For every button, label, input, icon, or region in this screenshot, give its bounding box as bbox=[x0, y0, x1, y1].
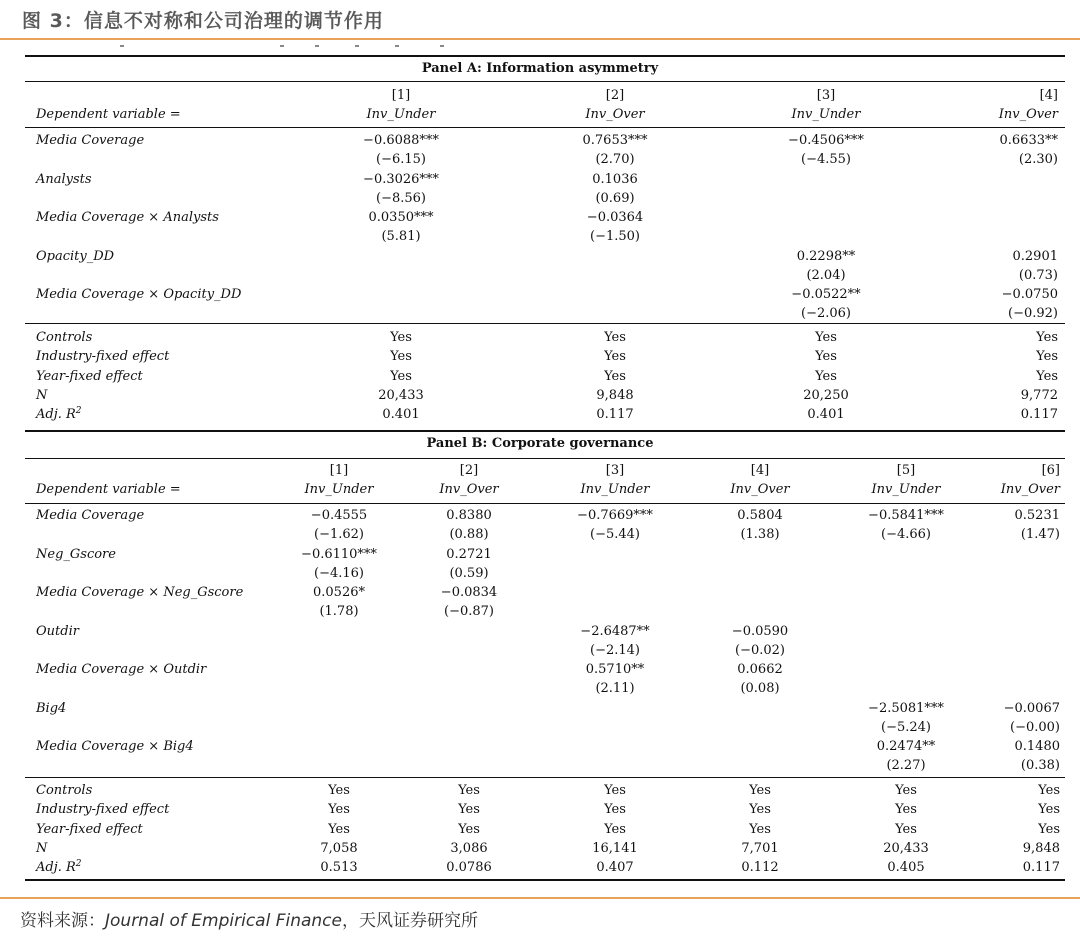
panel_a-stat-label-text: Year-fixed effect bbox=[36, 368, 143, 384]
panel_a-stat-value: Yes bbox=[815, 330, 837, 345]
panel_a-stat-value: 9,772 bbox=[1020, 387, 1058, 403]
panel_b-t-stat: (2.11) bbox=[595, 681, 635, 696]
panel_b-col-dependent: Inv_Under bbox=[871, 482, 941, 497]
panel_b-coefficient: −0.5841*** bbox=[868, 508, 944, 523]
panel_b-dep-var-label-text: Dependent variable = bbox=[36, 482, 181, 497]
panel_a-coefficient: 0.2298** bbox=[796, 248, 856, 264]
panel_a-stat-label bbox=[36, 388, 47, 404]
panel_a-header-rule bbox=[25, 127, 1065, 128]
panel_b-coefficient: −0.0067 bbox=[1003, 700, 1060, 716]
panel_b-stat-value: Yes bbox=[328, 783, 350, 798]
panel_a-t-stat: (−8.56) bbox=[376, 190, 426, 206]
panel_a-col-dependent: Inv_Under bbox=[366, 107, 436, 122]
panel_b-stat-value: Yes bbox=[1038, 783, 1060, 798]
panel_a-coefficient: −0.6088*** bbox=[363, 133, 439, 148]
panel_a-t-stat: (5.81) bbox=[381, 229, 421, 244]
panel_b-col-dependent: Inv_Under bbox=[304, 482, 374, 497]
panel_b-row-label-text: Media Coverage × Neg_Gscore bbox=[36, 585, 244, 600]
panel_b-coefficient: 0.5804 bbox=[737, 508, 783, 523]
panel_a-t-stat: (2.70) bbox=[595, 152, 635, 167]
panel_b-dep-var-label bbox=[36, 482, 181, 498]
panel_a-row-label bbox=[36, 172, 92, 188]
panel_b-stat-value: 0.405 bbox=[887, 860, 925, 876]
panel_a-stat-value: 0.117 bbox=[1020, 407, 1058, 423]
source-journal: Journal of Empirical Finance bbox=[105, 911, 342, 931]
panel_a-stat-label bbox=[36, 330, 92, 346]
panel_a-col-number: [1] bbox=[391, 88, 411, 103]
panel_a-t-stat: (−0.92) bbox=[1008, 306, 1058, 321]
panel_b-stat-value: Yes bbox=[895, 821, 917, 837]
panel_b-t-stat: (0.88) bbox=[449, 527, 489, 542]
panel_b-row-label bbox=[36, 585, 243, 601]
panel_b-stat-value: 0.117 bbox=[1022, 860, 1060, 876]
panel_a-dep-var-label-text: Dependent variable = bbox=[36, 107, 181, 122]
panel_b-t-stat: (−2.14) bbox=[590, 642, 640, 658]
panel_a-stat-label-text: Industry-fixed effect bbox=[36, 349, 170, 365]
panel_a-row-label-text: Media Coverage × Opacity_DD bbox=[36, 287, 242, 302]
panel_b-t-stat: (−1.62) bbox=[314, 527, 364, 542]
panel_b-stat-label bbox=[36, 822, 143, 838]
panel_b-stats-rule bbox=[25, 777, 1065, 778]
panel_b-t-stat: (−0.87) bbox=[444, 604, 494, 619]
panel_b-stat-value: 3,086 bbox=[450, 840, 488, 856]
panel_b-stat-value: Yes bbox=[895, 802, 917, 818]
panel_b-t-stat: (−4.66) bbox=[881, 527, 931, 542]
panel_b-row-label-text: Neg_Gscore bbox=[36, 546, 116, 562]
panel_b-stat-value: Yes bbox=[328, 802, 350, 818]
panel_a-stat-value: Yes bbox=[390, 349, 412, 365]
panel_b-stat-label-text: N bbox=[36, 840, 48, 856]
panel_b-stat-value: 0.513 bbox=[320, 860, 358, 876]
panel_b-col-dependent: Inv_Over bbox=[730, 482, 790, 497]
panel_a-stat-value: Yes bbox=[1036, 330, 1058, 345]
panel_a-t-stat: (2.30) bbox=[1018, 152, 1058, 167]
panel_b-coefficient: 0.0526* bbox=[313, 585, 365, 600]
panel_b-coefficient: −2.5081*** bbox=[868, 700, 944, 716]
panel_a-coefficient: 0.2901 bbox=[1012, 248, 1058, 264]
panel_b-row-label bbox=[36, 547, 116, 563]
panel_b-t-stat: (0.08) bbox=[740, 681, 780, 696]
r-squared-superscript: 2 bbox=[75, 859, 82, 870]
panel_b-stat-label bbox=[36, 802, 169, 818]
panel_b-stat-value: 7,701 bbox=[741, 840, 779, 856]
panel_b-stat-value: Yes bbox=[328, 821, 350, 837]
panel_a-t-stat: (0.73) bbox=[1018, 267, 1058, 283]
panel_a-col-dependent: Inv_Under bbox=[791, 107, 861, 122]
panel_b-stat-value: Yes bbox=[1038, 802, 1060, 818]
panel_b-stat-value: Yes bbox=[749, 783, 771, 798]
panel_b-stat-value: Yes bbox=[895, 783, 917, 798]
panel_b-col-number: [2] bbox=[459, 463, 479, 478]
panel_b-col-number: [1] bbox=[329, 463, 349, 478]
panel_b-stat-value: 7,058 bbox=[320, 840, 358, 856]
panel_b-coefficient: 0.2721 bbox=[446, 546, 492, 562]
panel_b-row-label-text: Big4 bbox=[36, 700, 67, 716]
panel_a-title-rule bbox=[25, 81, 1065, 82]
panel_a-row-label-text: Media Coverage bbox=[36, 133, 145, 148]
panel_b-col-dependent: Inv_Under bbox=[580, 482, 650, 497]
panel_b-row-label bbox=[36, 739, 194, 755]
panel_b-t-stat: (1.38) bbox=[740, 527, 780, 542]
panel_b-stat-value: Yes bbox=[458, 802, 480, 818]
panel_a-t-stat: (−6.15) bbox=[376, 152, 426, 167]
panel_b-t-stat: (1.78) bbox=[319, 604, 359, 619]
panel_b-stat-label bbox=[36, 841, 47, 857]
panel_a-coefficient: −0.4506*** bbox=[788, 133, 864, 148]
panel_b-stat-value: Yes bbox=[1038, 821, 1060, 837]
panel_b-row-label-text: Media Coverage bbox=[36, 508, 145, 523]
panel_b-stat-value: Yes bbox=[604, 802, 626, 818]
panel_b-stat-label bbox=[36, 783, 92, 799]
panel_b-title: Panel B: Corporate governance bbox=[426, 436, 654, 451]
panel_a-stat-value: Yes bbox=[1036, 368, 1058, 384]
panel_b-coefficient: 0.2474** bbox=[876, 739, 936, 754]
panel_b-stat-value: Yes bbox=[749, 821, 771, 837]
panel_a-row-label-text: Analysts bbox=[36, 171, 92, 187]
panel_a-coefficient: 0.6633** bbox=[999, 133, 1058, 148]
panel_a-t-stat: (−2.06) bbox=[801, 306, 851, 321]
panel_a-row-label bbox=[36, 210, 219, 226]
panel_a-t-stat: (−4.55) bbox=[801, 152, 851, 167]
panel_b-stat-label bbox=[36, 860, 82, 876]
panel_a-stat-label bbox=[36, 349, 169, 365]
panel_b-stat-value: 0.112 bbox=[741, 860, 779, 876]
panel_a-col-number: [2] bbox=[605, 88, 625, 103]
panel_b-t-stat: (−4.16) bbox=[314, 565, 364, 581]
panel_b-row-label-text: Outdir bbox=[36, 623, 79, 639]
panel_a-coefficient: 0.7653*** bbox=[582, 133, 648, 148]
panel_b-t-stat: (0.38) bbox=[1020, 758, 1060, 773]
panel_a-row-label bbox=[36, 287, 241, 303]
panel_b-stat-value: Yes bbox=[458, 821, 480, 837]
panel_b-stat-value: 0.0786 bbox=[446, 860, 492, 876]
panel_a-coefficient: 0.0350*** bbox=[368, 210, 434, 225]
panel_b-row-label-text: Media Coverage × Outdir bbox=[36, 662, 207, 677]
panel_b-row-label bbox=[36, 508, 144, 524]
panel_b-coefficient: 0.5231 bbox=[1014, 508, 1060, 523]
table-bottom-rule bbox=[25, 879, 1065, 881]
panel_b-t-stat: (2.27) bbox=[886, 758, 926, 773]
panel_b-col-number: [6] bbox=[1041, 463, 1060, 478]
panel_b-row-label bbox=[36, 624, 79, 640]
panel_a-stat-value: Yes bbox=[604, 330, 626, 345]
panel_b-top-rule bbox=[25, 430, 1065, 432]
panel_a-col-dependent: Inv_Over bbox=[998, 107, 1058, 122]
panel_a-stat-value: Yes bbox=[390, 368, 412, 384]
panel_a-coefficient: −0.0522** bbox=[791, 287, 861, 302]
panel_a-stat-label-text: Controls bbox=[36, 330, 93, 345]
panel_b-col-number: [3] bbox=[605, 463, 625, 478]
panel_a-stat-value: Yes bbox=[1036, 349, 1058, 365]
panel_b-stat-value: Yes bbox=[604, 821, 626, 837]
panel_a-title: Panel A: Information asymmetry bbox=[421, 61, 659, 76]
panel_a-coefficient: −0.0364 bbox=[586, 210, 644, 225]
panel_a-stat-value: 0.401 bbox=[382, 407, 420, 423]
panel_a-row-label-text: Opacity_DD bbox=[36, 248, 115, 264]
panel_b-t-stat: (−0.00) bbox=[1010, 719, 1060, 735]
panel_b-stat-label-text: Industry-fixed effect bbox=[36, 802, 170, 818]
panel_b-row-label bbox=[36, 701, 66, 717]
panel_a-stat-value: Yes bbox=[815, 368, 837, 384]
panel_b-row-label-text: Media Coverage × Big4 bbox=[36, 739, 194, 754]
panel_b-stat-label-text: Controls bbox=[36, 783, 93, 798]
figure-title: 图 3：信息不对称和公司治理的调节作用 bbox=[22, 10, 384, 32]
panel_b-coefficient: 0.1480 bbox=[1014, 739, 1060, 754]
panel_a-stat-label-text: N bbox=[36, 387, 48, 403]
panel_b-t-stat: (−5.24) bbox=[881, 719, 931, 735]
panel_a-coefficient: −0.0750 bbox=[1001, 287, 1058, 302]
panel_a-stat-value: Yes bbox=[390, 330, 412, 345]
source-suffix: ，天风证券研究所 bbox=[341, 911, 478, 931]
panel_b-col-number: [5] bbox=[896, 463, 916, 478]
panel_a-stat-label bbox=[36, 407, 82, 423]
title-rule bbox=[0, 38, 1080, 40]
panel_a-t-stat: (0.69) bbox=[595, 190, 635, 206]
panel_a-row-label bbox=[36, 133, 144, 149]
panel_a-col-dependent: Inv_Over bbox=[585, 107, 645, 122]
panel_a-col-number: [4] bbox=[1039, 88, 1058, 103]
panel_a-stat-value: 20,250 bbox=[803, 387, 849, 403]
panel_a-stat-value: 0.401 bbox=[807, 407, 845, 423]
panel_b-stat-label-text: Adj. R bbox=[36, 860, 76, 876]
footer-rule bbox=[0, 897, 1080, 899]
panel_a-stat-value: Yes bbox=[604, 368, 626, 384]
panel_b-coefficient: −2.6487** bbox=[580, 623, 650, 639]
panel_b-row-label bbox=[36, 662, 206, 678]
panel_b-t-stat: (1.47) bbox=[1020, 527, 1060, 542]
panel_b-stat-label-text: Year-fixed effect bbox=[36, 821, 143, 837]
panel_b-coefficient: −0.4555 bbox=[310, 508, 368, 523]
panel_b-coefficient: −0.6110*** bbox=[301, 546, 377, 562]
panel_a-stat-value: 0.117 bbox=[596, 407, 634, 423]
source-prefix: 资料来源： bbox=[20, 911, 105, 931]
panel_b-header-rule bbox=[25, 503, 1065, 504]
panel_a-t-stat: (2.04) bbox=[806, 267, 846, 283]
r-squared-superscript: 2 bbox=[75, 406, 82, 417]
panel_b-coefficient: 0.8380 bbox=[446, 508, 492, 523]
panel_b-stat-value: Yes bbox=[749, 802, 771, 818]
panel_b-t-stat: (−5.44) bbox=[590, 527, 640, 542]
panel_a-stat-value: 9,848 bbox=[596, 387, 634, 403]
panel_a-stats-rule bbox=[25, 323, 1065, 324]
panel_a-t-stat: (−1.50) bbox=[590, 229, 640, 244]
panel_b-col-dependent: Inv_Over bbox=[1000, 482, 1060, 497]
panel_b-coefficient: 0.5710** bbox=[585, 662, 645, 677]
panel_b-t-stat: (0.59) bbox=[449, 565, 489, 581]
panel_b-col-number: [4] bbox=[750, 463, 770, 478]
panel_a-top-rule bbox=[25, 55, 1065, 57]
panel_a-coefficient: −0.3026*** bbox=[363, 171, 439, 187]
panel_b-stat-value: 0.407 bbox=[596, 860, 634, 876]
panel_a-dep-var-label bbox=[36, 107, 181, 123]
panel_a-row-label-text: Media Coverage × Analysts bbox=[36, 210, 219, 225]
panel_b-stat-value: 20,433 bbox=[883, 840, 929, 856]
source-note bbox=[20, 906, 478, 931]
panel_b-stat-value: Yes bbox=[458, 783, 480, 798]
cropped-row-remnant bbox=[120, 45, 460, 48]
panel_a-stat-value: 20,433 bbox=[378, 387, 424, 403]
panel_b-stat-value: 9,848 bbox=[1022, 840, 1060, 856]
panel_b-stat-value: 16,141 bbox=[592, 840, 638, 856]
panel_b-stat-value: Yes bbox=[604, 783, 626, 798]
panel_a-stat-value: Yes bbox=[815, 349, 837, 365]
panel_b-title-rule bbox=[25, 458, 1065, 459]
panel_b-coefficient: −0.0834 bbox=[440, 585, 498, 600]
panel_a-stat-label bbox=[36, 369, 143, 385]
panel_a-row-label bbox=[36, 249, 114, 265]
panel_a-coefficient: 0.1036 bbox=[592, 171, 638, 187]
panel_b-coefficient: −0.0590 bbox=[731, 623, 789, 639]
panel_b-col-dependent: Inv_Over bbox=[439, 482, 499, 497]
panel_a-stat-label-text: Adj. R bbox=[36, 407, 76, 423]
panel_b-coefficient: 0.0662 bbox=[737, 662, 783, 677]
panel_a-col-number: [3] bbox=[816, 88, 836, 103]
panel_a-stat-value: Yes bbox=[604, 349, 626, 365]
panel_b-coefficient: −0.7669*** bbox=[577, 508, 653, 523]
panel_b-t-stat: (−0.02) bbox=[735, 642, 785, 658]
